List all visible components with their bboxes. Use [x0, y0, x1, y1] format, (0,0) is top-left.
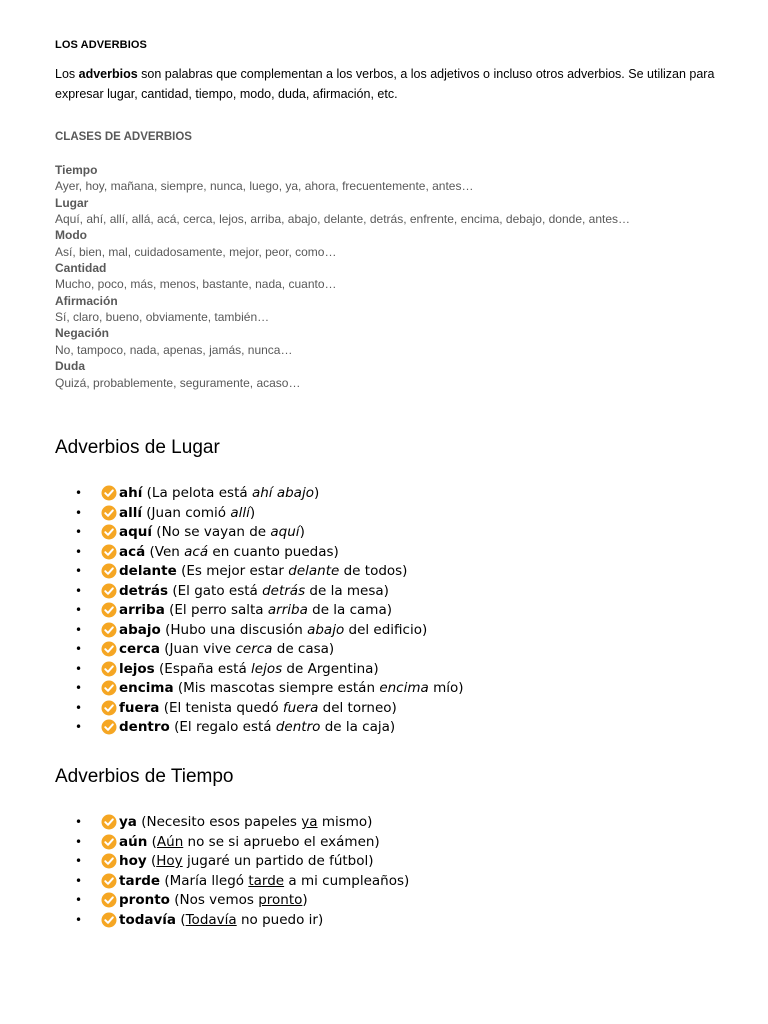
class-name: Lugar — [55, 195, 89, 210]
list-item — [55, 911, 409, 931]
class-examples: Mucho, poco, más, menos, bastante, nada, cuanto… — [55, 277, 337, 292]
adverb-word: todavía — [119, 911, 177, 928]
bullet-icon: • — [75, 642, 83, 656]
adverb-word: acá — [119, 543, 146, 560]
check-circle-icon — [101, 524, 117, 540]
example-text-end: ) — [302, 892, 308, 908]
adverb-word: aquí — [119, 524, 153, 540]
classes-list — [55, 162, 735, 391]
example-text: (Es mejor estar — [176, 563, 289, 579]
list-item — [55, 699, 464, 719]
example-text-end: no se si apruebo el exámen) — [183, 833, 380, 850]
example-text: (Ven — [145, 543, 185, 560]
intro-paragraph — [55, 64, 735, 104]
list-item — [55, 621, 464, 641]
example-text: ( — [146, 853, 157, 869]
list-item — [55, 660, 464, 680]
example-emphasis: arriba — [267, 602, 308, 618]
lugar-heading: Adverbios de Lugar — [55, 437, 220, 458]
classes-heading: CLASES DE ADVERBIOS — [55, 131, 192, 143]
list-item — [55, 543, 464, 563]
example-emphasis: Aún — [156, 833, 184, 850]
bullet-icon: • — [75, 622, 83, 637]
bullet-icon: • — [75, 486, 83, 500]
bullet-icon: • — [75, 525, 83, 539]
bullet-icon: • — [75, 700, 83, 715]
example-emphasis: delante — [288, 563, 340, 579]
example-text: (Juan vive — [159, 641, 236, 657]
list-item — [55, 484, 464, 504]
class-name: Duda — [55, 359, 85, 374]
example-emphasis: Hoy — [156, 853, 183, 869]
adverb-word: abajo — [119, 621, 161, 638]
example-text: (La pelota está — [142, 485, 252, 501]
example-text-end: del torneo) — [318, 699, 397, 716]
adverb-word: lejos — [119, 660, 155, 677]
class-name: Afirmación — [55, 293, 118, 308]
class-examples: No, tampoco, nada, apenas, jamás, nunca… — [55, 342, 293, 357]
adverb-word: tarde — [119, 872, 161, 889]
example-text: (María llegó — [160, 872, 249, 889]
list-item — [55, 562, 464, 582]
example-emphasis: fuera — [282, 699, 319, 716]
example-text-end: de la cama) — [307, 602, 393, 618]
example-text-end: de Argentina) — [282, 660, 379, 677]
example-emphasis: encima — [379, 680, 429, 696]
check-circle-icon — [101, 661, 117, 677]
adverb-word: fuera — [119, 699, 160, 716]
check-circle-icon — [101, 485, 117, 501]
example-text-end: jugaré un partido de fútbol) — [182, 853, 374, 869]
example-text-end: ) — [249, 504, 256, 521]
example-emphasis: tarde — [248, 872, 285, 889]
example-emphasis: ya — [301, 814, 318, 830]
bullet-icon: • — [75, 681, 83, 695]
list-item — [55, 679, 464, 699]
example-text-end: de la caja) — [320, 719, 396, 735]
bullet-icon: • — [75, 720, 83, 734]
class-name: Modo — [55, 228, 87, 243]
bullet-icon: • — [75, 873, 83, 888]
class-examples: Así, bien, mal, cuidadosamente, mejor, peor, como… — [55, 244, 337, 259]
example-text-end: mío) — [428, 680, 464, 696]
example-text: (Mis mascotas siempre están — [173, 680, 380, 696]
check-circle-icon — [101, 544, 117, 560]
example-text: (España está — [154, 660, 252, 677]
check-circle-icon — [101, 622, 117, 638]
example-text: (No se vayan de — [152, 524, 271, 540]
list-item — [55, 833, 409, 853]
check-circle-icon — [101, 563, 117, 579]
list-item — [55, 813, 409, 833]
example-text-end: ) — [313, 485, 320, 501]
example-text-end: a mi cumpleaños) — [284, 872, 410, 889]
adverb-word: hoy — [119, 853, 147, 869]
example-emphasis: lejos — [251, 660, 283, 677]
example-text-end: mismo) — [317, 814, 373, 830]
class-examples: Quizá, probablemente, seguramente, acaso… — [55, 375, 301, 390]
list-item — [55, 852, 409, 872]
list-item — [55, 523, 464, 543]
adverb-word: dentro — [119, 719, 170, 735]
page-title: LOS ADVERBIOS — [55, 39, 147, 51]
intro-bold-term: adverbios — [78, 67, 138, 81]
example-text: (Nos vemos — [169, 892, 259, 908]
bullet-icon: • — [75, 603, 83, 617]
adverb-word: allí — [119, 504, 142, 521]
check-circle-icon — [101, 814, 117, 830]
check-circle-icon — [101, 602, 117, 618]
check-circle-icon — [101, 583, 117, 599]
adverb-word: ya — [119, 814, 137, 830]
example-text-end: ) — [299, 524, 305, 540]
check-circle-icon — [101, 834, 117, 850]
example-text: ( — [176, 911, 186, 928]
adverb-word: cerca — [119, 641, 160, 657]
bullet-icon: • — [75, 583, 83, 598]
list-item — [55, 504, 464, 524]
check-circle-icon — [101, 892, 117, 908]
bullet-icon: • — [75, 854, 83, 868]
adverb-word: encima — [119, 680, 174, 696]
example-emphasis: Todavía — [185, 911, 237, 928]
adverb-word: detrás — [119, 582, 169, 599]
example-text-end: de casa) — [272, 641, 335, 657]
class-name: Tiempo — [55, 163, 98, 177]
example-emphasis: cerca — [235, 641, 273, 657]
bullet-icon: • — [75, 505, 83, 520]
example-text: (El tenista quedó — [159, 699, 283, 716]
adverb-word: ahí — [119, 485, 143, 501]
example-emphasis: abajo — [307, 621, 345, 638]
example-text-end: no puedo ir) — [236, 911, 324, 928]
example-emphasis: ahí abajo — [251, 485, 314, 501]
list-item — [55, 872, 409, 892]
list-item — [55, 582, 464, 602]
example-text: (El gato está — [168, 582, 263, 599]
check-circle-icon — [101, 719, 117, 735]
list-item — [55, 891, 409, 911]
example-emphasis: detrás — [262, 582, 306, 599]
class-name: Cantidad — [55, 261, 107, 276]
check-circle-icon — [101, 641, 117, 657]
example-text: (El perro salta — [164, 602, 268, 618]
intro-text: Los — [55, 67, 79, 81]
bullet-icon: • — [75, 661, 83, 676]
check-circle-icon — [101, 680, 117, 696]
adverb-word: delante — [119, 563, 177, 579]
adverb-word: arriba — [119, 602, 165, 618]
bullet-icon: • — [75, 893, 83, 907]
example-text: ( — [147, 833, 157, 850]
class-name: Negación — [55, 326, 110, 341]
example-text-end: de la mesa) — [305, 582, 389, 599]
check-circle-icon — [101, 700, 117, 716]
example-emphasis: dentro — [275, 719, 321, 735]
list-item — [55, 601, 464, 621]
bullet-icon: • — [75, 912, 83, 927]
check-circle-icon — [101, 505, 117, 521]
example-text: (El regalo está — [169, 719, 276, 735]
adverb-word: aún — [119, 833, 148, 850]
bullet-icon: • — [75, 544, 83, 559]
list-item — [55, 640, 464, 660]
bullet-icon: • — [75, 815, 83, 829]
adverb-word: pronto — [119, 892, 170, 908]
bullet-icon: • — [75, 564, 83, 578]
example-emphasis: aquí — [270, 524, 300, 540]
check-circle-icon — [101, 873, 117, 889]
example-text: (Hubo una discusión — [160, 621, 308, 638]
example-text: (Necesito esos papeles — [136, 814, 302, 830]
example-text: (Juan comió — [142, 504, 231, 521]
example-text-end: del edificio) — [344, 621, 428, 638]
bullet-icon: • — [75, 834, 83, 849]
check-circle-icon — [101, 912, 117, 928]
tiempo-heading: Adverbios de Tiempo — [55, 766, 234, 787]
example-emphasis: acá — [184, 543, 209, 560]
class-examples: Aquí, ahí, allí, allá, acá, cerca, lejos, arriba, abajo, delante, detrás, enfrente, encima, debajo, donde, antes… — [55, 212, 631, 227]
list-item — [55, 718, 464, 738]
class-examples: Ayer, hoy, mañana, siempre, nunca, luego, ya, ahora, frecuentemente, antes… — [55, 179, 474, 194]
check-circle-icon — [101, 853, 117, 869]
class-examples: Sí, claro, bueno, obviamente, también… — [55, 310, 270, 325]
example-text-end: en cuanto puedas) — [208, 543, 339, 560]
example-emphasis: pronto — [258, 892, 303, 908]
example-emphasis: allí — [230, 504, 250, 521]
tiempo-list — [55, 813, 409, 930]
intro-text-rest: son palabras que complementan a los verbos, a los adjetivos o incluso otros adverbios. Se utilizan para expresar lugar, cantidad, tiempo, modo, duda, afirmación, etc. — [55, 67, 715, 101]
lugar-list — [55, 484, 464, 738]
example-text-end: de todos) — [339, 563, 408, 579]
